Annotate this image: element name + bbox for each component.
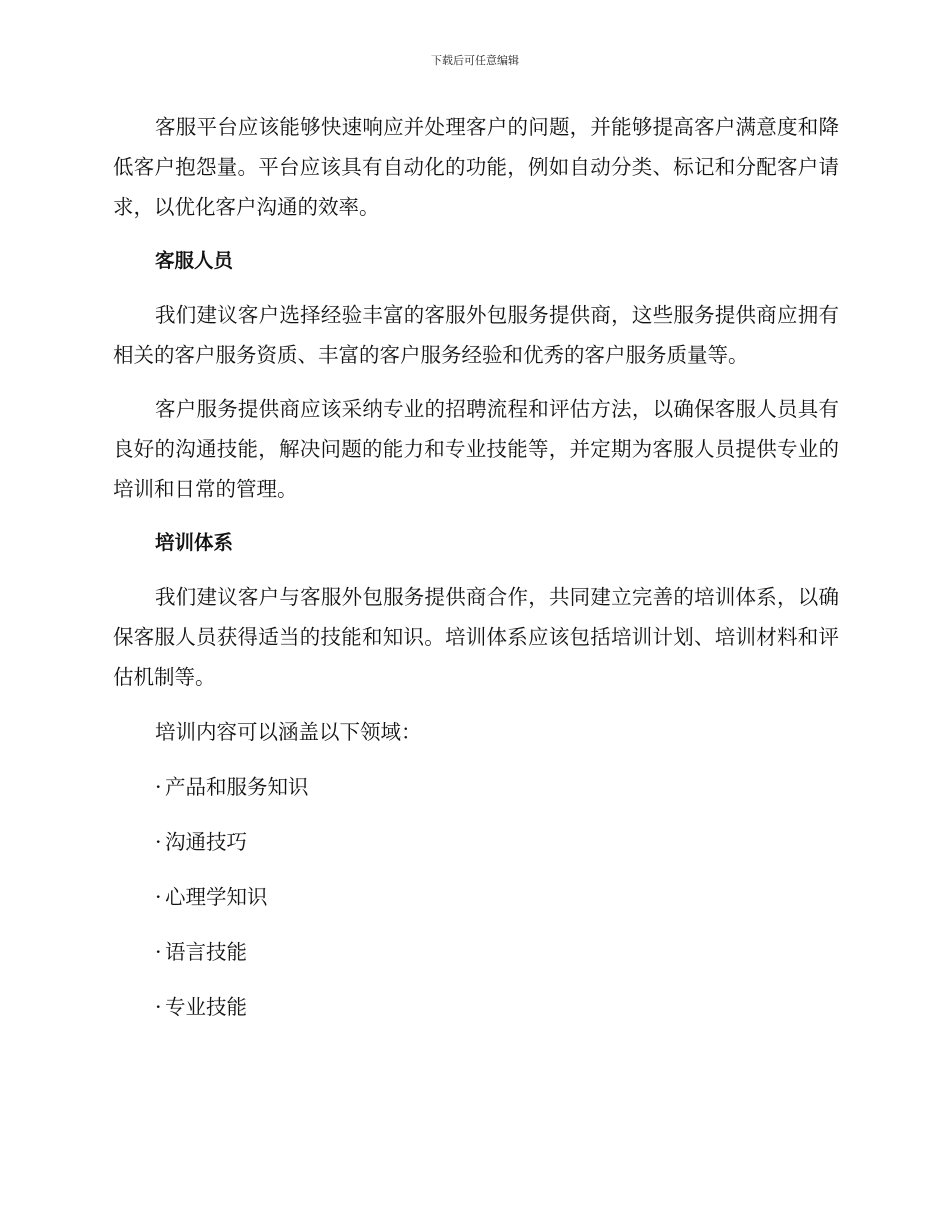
paragraph-recruitment: 客户服务提供商应该采纳专业的招聘流程和评估方法，以确保客服人员具有良好的沟通技能，解决问题的能力和专业技能等，并定期为客服人员提供专业的培训和日常的管理。 bbox=[113, 397, 839, 501]
training-intro: 培训内容可以涵盖以下领域： bbox=[155, 720, 422, 744]
bullet-icon: · bbox=[155, 995, 162, 1019]
list-item bbox=[113, 877, 839, 917]
list-item bbox=[113, 987, 839, 1027]
list-item-label: 语言技能 bbox=[165, 940, 247, 964]
heading-customer-service-staff: 客服人员 bbox=[155, 249, 234, 272]
paragraph-training-cooperation: 我们建议客户与客服外包服务提供商合作，共同建立完善的培训体系，以确保客服人员获得适当的技能和知识。培训体系应该包括培训计划、培训材料和评估机制等。 bbox=[113, 585, 839, 689]
bullet-icon: · bbox=[155, 775, 162, 799]
list-item-label: 产品和服务知识 bbox=[165, 775, 309, 799]
list-item-label: 沟通技巧 bbox=[165, 830, 247, 854]
bullet-icon: · bbox=[155, 940, 162, 964]
list-item-label: 心理学知识 bbox=[165, 885, 268, 909]
training-topics-list bbox=[113, 767, 839, 1027]
paragraph-provider-selection: 我们建议客户选择经验丰富的客服外包服务提供商，这些服务提供商应拥有相关的客户服务资质、丰富的客户服务经验和优秀的客户服务质量等。 bbox=[113, 303, 839, 367]
paragraph-platform: 客服平台应该能够快速响应并处理客户的问题，并能够提高客户满意度和降低客户抱怨量。平台应该具有自动化的功能，例如自动分类、标记和分配客户请求，以优化客户沟通的效率。 bbox=[113, 115, 839, 219]
list-item bbox=[113, 932, 839, 972]
bullet-icon: · bbox=[155, 830, 162, 854]
page-header-note: 下载后可任意编辑 bbox=[431, 54, 519, 67]
list-item bbox=[113, 822, 839, 862]
heading-training-system: 培训体系 bbox=[155, 531, 234, 554]
list-item-label: 专业技能 bbox=[165, 995, 247, 1019]
list-item bbox=[113, 767, 839, 807]
bullet-icon: · bbox=[155, 885, 162, 909]
document-body bbox=[113, 107, 839, 1042]
